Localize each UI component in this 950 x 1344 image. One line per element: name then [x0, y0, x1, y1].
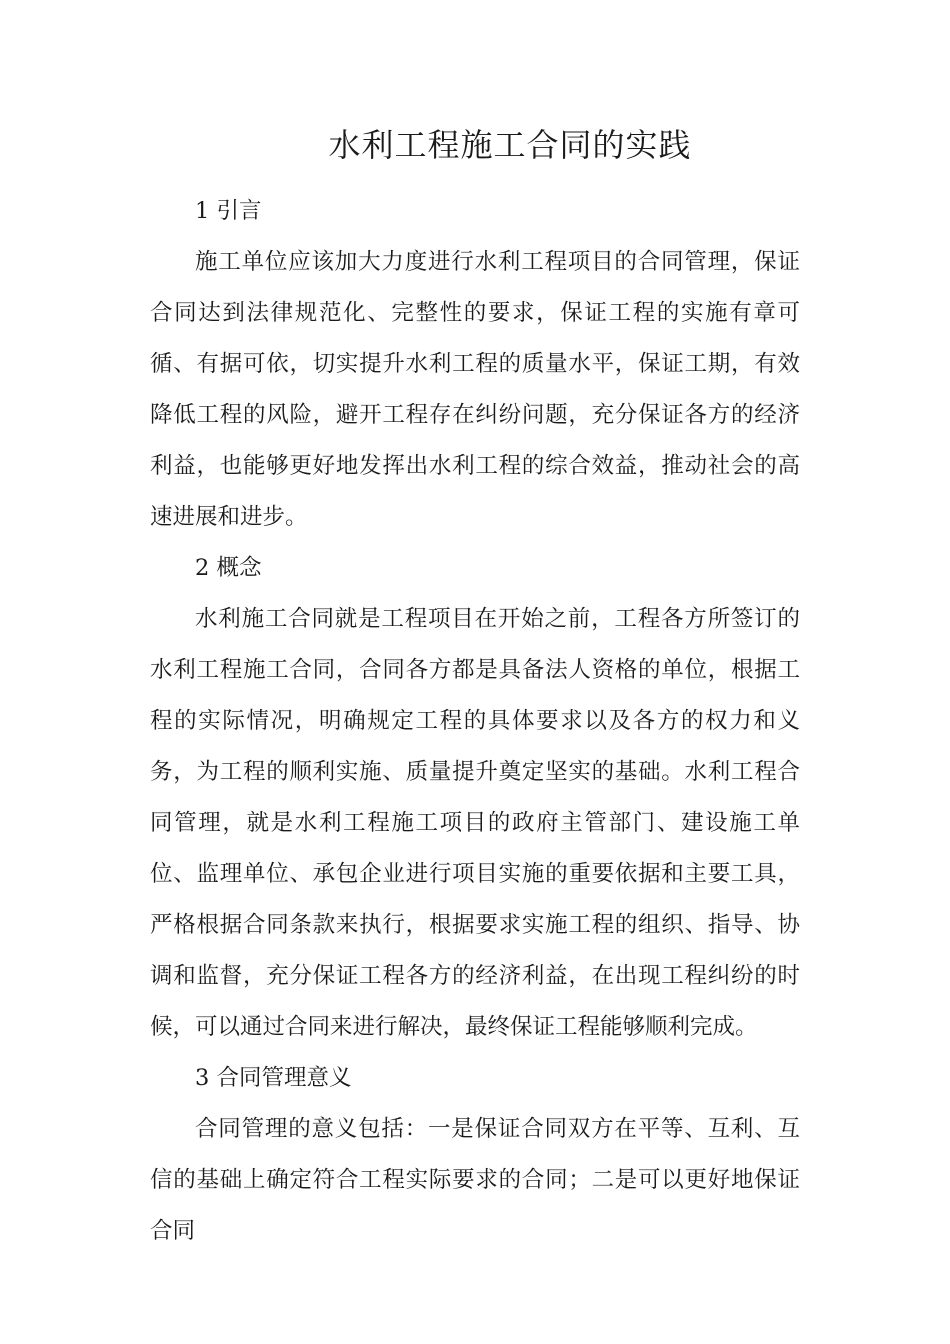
section-paragraph-significance: 合同管理的意义包括：一是保证合同双方在平等、互利、互信的基础上确定符合工程实际要求的合同；二是可以更好地保证合同	[150, 1116, 800, 1244]
section-paragraph-concept: 水利施工合同就是工程项目在开始之前，工程各方所签订的水利工程施工合同，合同各方都是具备法人资格的单位，根据工程的实际情况，明确规定工程的具体要求以及各方的权力和义务，为工程的顺利实施、质量提升奠定坚实的基础。水利工程合同管理，就是水利工程施工项目的政府主管部门、建设施工单位、监理单位、承包企业进行项目实施的重要依据和主要工具，严格根据合同条款来执行，根据要求实施工程的组织、指导、协调和监督，充分保证工程各方的经济利益，在出现工程纠纷的时候，可以通过合同来进行解决，最终保证工程能够顺利完成。	[150, 606, 800, 1040]
document-body	[150, 186, 800, 1257]
section-paragraph-introduction: 施工单位应该加大力度进行水利工程项目的合同管理，保证合同达到法律规范化、完整性的要求，保证工程的实施有章可循、有据可依，切实提升水利工程的质量水平，保证工期，有效降低工程的风险，避开工程存在纠纷问题，充分保证各方的经济利益，也能够更好地发挥出水利工程的综合效益，推动社会的高速进展和进步。	[150, 249, 800, 530]
section-heading-concept: 2 概念	[195, 555, 262, 581]
section-heading-introduction: 1 引言	[195, 198, 262, 224]
document-title: 水利工程施工合同的实践	[328, 126, 692, 164]
section-heading-significance: 3 合同管理意义	[195, 1065, 352, 1091]
